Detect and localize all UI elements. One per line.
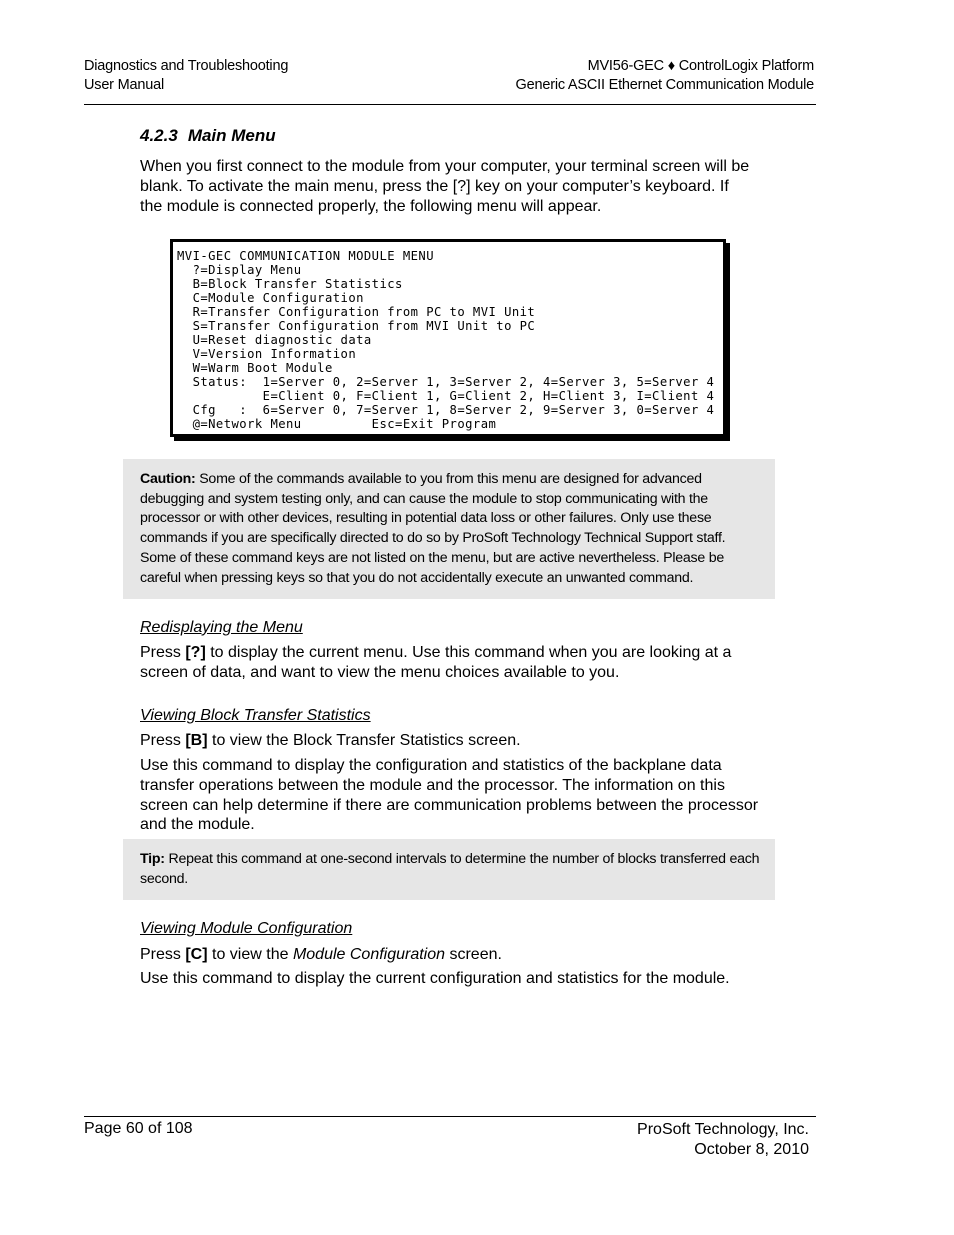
intro-paragraph: When you first connect to the module from your computer, your terminal screen will be blank. To activate the main menu, press the [?] key on your computer’s keyboard. If the module is connected properly, the following menu will appear. [140,158,750,215]
footer-company: ProSoft Technology, Inc. [637,1121,809,1138]
press-text: Press [140,644,186,661]
subheading-redisplay: Redisplaying the Menu [140,619,303,636]
module-screen-name: Module Configuration [292,946,446,963]
caution-text [140,470,765,588]
module-press-mid: to view the [207,946,293,963]
block-press-body: to view the Block Transfer Statistics screen. [207,732,521,749]
header-product: MVI56-GEC ♦ ControlLogix Platform [587,58,814,74]
header-rule [84,104,816,105]
caution-body: Some of the commands available to you from this menu are designed for advanced debugging and system testing only, and can cause the module to stop communicating with the processor or with other devices, resulting in potential data loss or other failures. Only use these commands if you are specifically directed to do so by ProSoft Technology Technical Support staff. Some of these command keys are not listed on the menu, but are active nevertheless. Please be careful when pressing keys so that you do not accidentally execute an unwanted command. [140,471,726,586]
header-product-desc: Generic ASCII Ethernet Communication Module [515,77,814,93]
tip-body: Repeat this command at one-second intervals to determine the number of blocks transferred each second. [140,851,760,887]
header-section-name: Diagnostics and Troubleshooting [84,58,289,74]
header-doc-type: User Manual [84,77,164,93]
press-text: Press [140,946,186,963]
section-heading: Main Menu [187,126,276,145]
tip-label: Tip: [140,851,165,867]
section-number: 4.2.3 [140,126,178,145]
press-text: Press [140,732,186,749]
footer-page-number: Page 60 of 108 [84,1120,193,1137]
header-right [516,57,814,95]
footer-rule [84,1116,816,1117]
module-press-end: screen. [445,946,502,963]
section-title [140,126,276,146]
tip-box [123,839,775,900]
terminal-menu-text: MVI-GEC COMMUNICATION MODULE MENU ?=Display Menu B=Block Transfer Statistics C=Module Configuration R=Transfer Configuration from PC to MVI Unit S=Transfer Configuration from MVI Unit to PC U=Reset diagnostic data V=Version Information W=Warm Boot Module Status: 1=Server 0, 2=Server 1, 3=Server 2, 4=Server 3, 5=Server 4 E=Client 0, F=Client 1, G=Client 2, H=Client 3, I=Client 4 Cfg : 6=Server 0, 7=Server 1, 8=Server 2, 9=Server 3, 0=Server 4 @=Network Menu Esc=Exit Program [177,249,715,431]
key-c: [C] [185,946,208,963]
module-press-paragraph [140,945,760,965]
subheading-module-config: Viewing Module Configuration [140,920,353,937]
footer-date: October 8, 2010 [694,1140,809,1158]
header-left [84,57,288,95]
block-press-paragraph [140,731,760,751]
caution-label: Caution: [140,471,196,487]
key-question: [?] [185,644,206,661]
module-desc-paragraph: Use this command to display the current configuration and statistics for the module. [140,970,730,987]
caution-box [123,459,775,599]
redisplay-paragraph [140,643,760,683]
terminal-screenshot [170,239,726,437]
tip-text [140,850,765,889]
redisplay-body: to display the current menu. Use this command when you are looking at a screen of data, and want to view the menu choices available to you. [140,644,732,681]
footer-right [637,1120,809,1159]
subheading-block-transfer: Viewing Block Transfer Statistics [140,707,371,724]
key-b: [B] [185,732,208,749]
block-desc-paragraph: Use this command to display the configuration and statistics of the backplane data transfer operations between the module and the processor. The information on this screen can help determine if there are communication problems between the processor and the module. [140,757,759,834]
